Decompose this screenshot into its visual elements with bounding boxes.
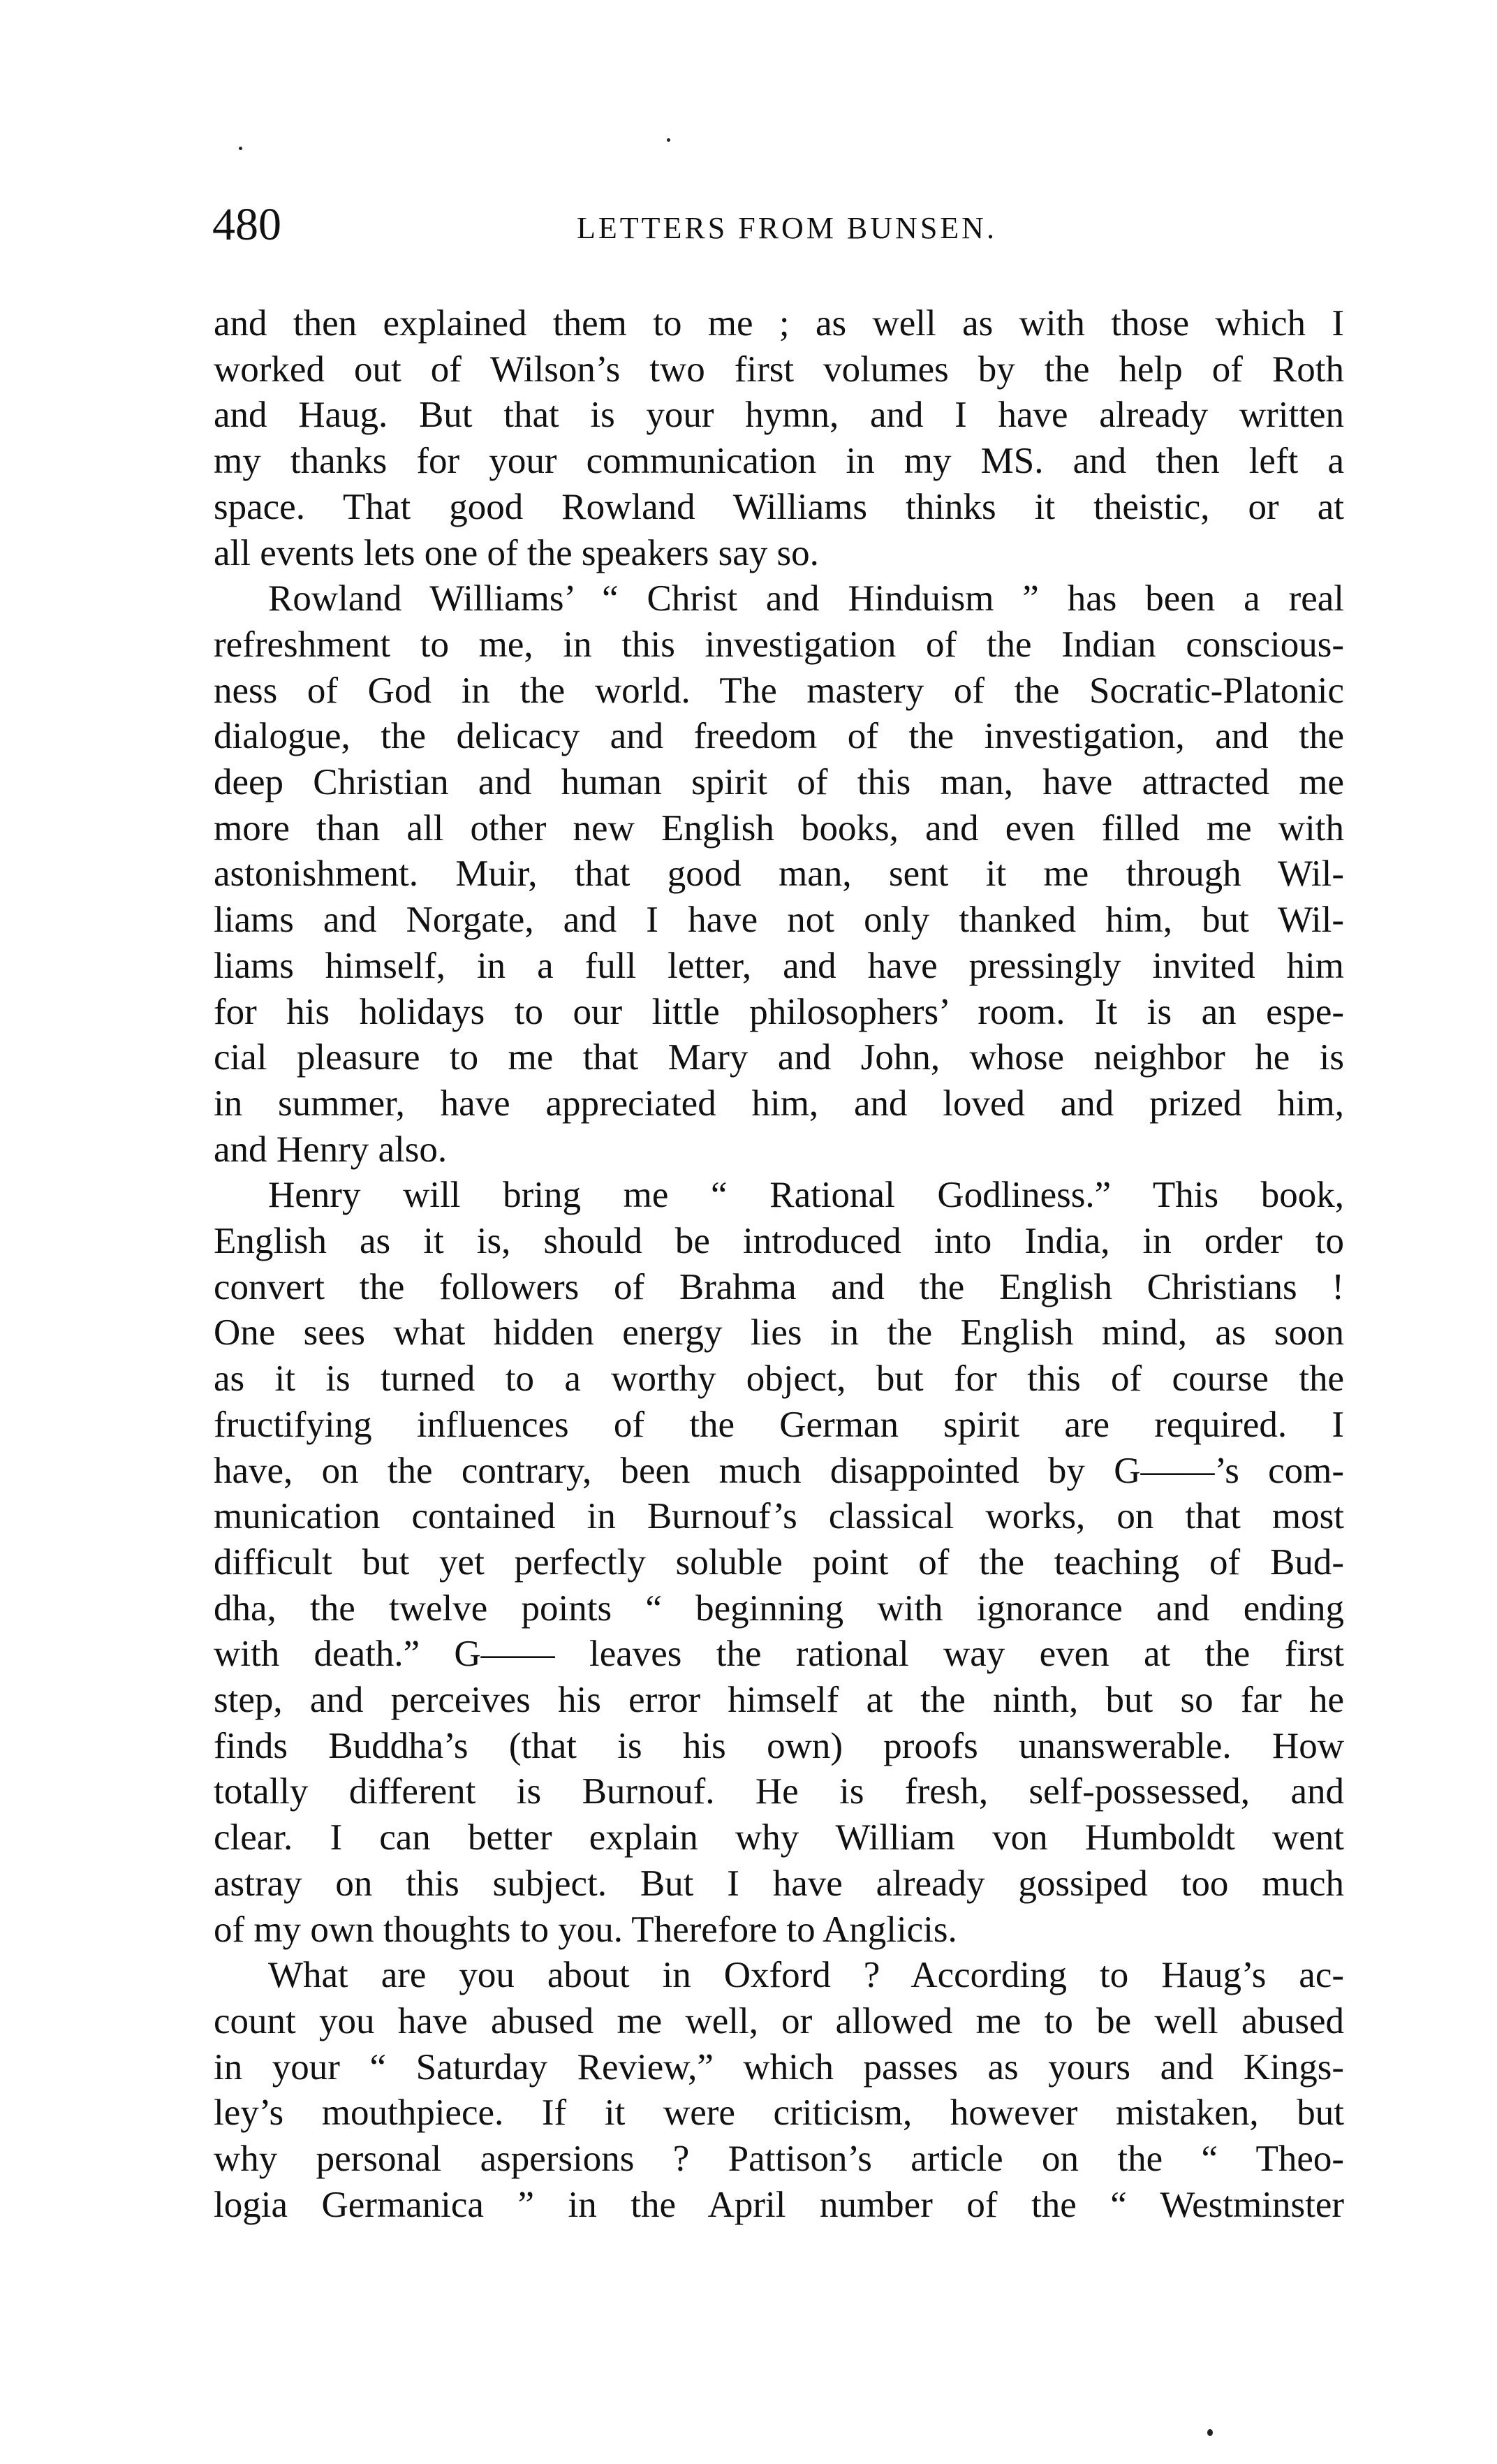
text-line: finds Buddha’s (that is his own) proofs unanswerable. How — [214, 1725, 1344, 1766]
text-line: cial pleasure to me that Mary and John, whose neighbor he is — [214, 1037, 1344, 1078]
print-speck — [667, 138, 670, 142]
text-line: English as it is, should be introduced into India, in order to — [214, 1221, 1344, 1261]
text-line: ley’s mouthpiece. If it were criticism, however mistaken, but — [214, 2092, 1344, 2134]
text-line: and Haug. But that is your hymn, and I have already written — [214, 395, 1344, 436]
text-line: my thanks for your communication in my MS. and then left a — [214, 441, 1344, 482]
text-line: logia Germanica ” in the April number of the “ Westminster — [214, 2184, 1344, 2225]
text-line: and then explained them to me ; as well as with those which I — [214, 303, 1344, 344]
text-line: why personal aspersions ? Pattison’s article on the “ Theo- — [214, 2139, 1344, 2179]
text-line: and Henry also. — [214, 1129, 448, 1170]
text-line: Henry will bring me “ Rational Godliness.” This book, — [268, 1175, 1344, 1216]
running-title: LETTERS FROM BUNSEN. — [577, 211, 997, 245]
text-line: dha, the twelve points “ beginning with ignorance and ending — [214, 1587, 1344, 1629]
print-speck — [1207, 2429, 1213, 2436]
text-line: for his holidays to our little philosophers’ room. It is an espe- — [214, 991, 1344, 1032]
text-line: step, and perceives his error himself at the ninth, but so far he — [214, 1680, 1344, 1720]
text-line: liams and Norgate, and I have not only thanked him, but Wil- — [214, 900, 1344, 941]
text-line: One sees what hidden energy lies in the English mind, as soon — [214, 1312, 1344, 1354]
text-line: in your “ Saturday Review,” which passes as yours and Kings- — [214, 2046, 1344, 2088]
text-line: all events lets one of the speakers say so. — [214, 532, 819, 573]
text-line: dialogue, the delicacy and freedom of the investigation, and the — [214, 716, 1344, 757]
text-line: totally different is Burnouf. He is fresh, self-possessed, and — [214, 1771, 1344, 1812]
text-line: of my own thoughts to you. Therefore to Anglicis. — [214, 1909, 957, 1950]
text-line: astonishment. Muir, that good man, sent it me through Wil- — [214, 853, 1344, 895]
text-line: munication contained in Burnouf’s classical works, on that most — [214, 1496, 1344, 1537]
text-line: have, on the contrary, been much disappointed by G——’s com- — [214, 1450, 1344, 1491]
text-line: as it is turned to a worthy object, but for this of course the — [214, 1358, 1344, 1400]
text-line: in summer, have appreciated him, and loved and prized him, — [214, 1083, 1344, 1124]
text-line: count you have abused me well, or allowed me to be well abused — [214, 2000, 1344, 2041]
print-speck — [239, 147, 242, 150]
text-line: with death.” G—— leaves the rational way even at the first — [214, 1634, 1344, 1675]
text-line: more than all other new English books, and even filled me with — [214, 807, 1344, 849]
text-line: fructifying influences of the German spirit are required. I — [214, 1404, 1344, 1445]
text-line: astray on this subject. But I have already gossiped too much — [214, 1863, 1344, 1904]
text-line: ness of God in the world. The mastery of the Socratic-Platonic — [214, 670, 1344, 711]
text-line: clear. I can better explain why William von Humboldt went — [214, 1817, 1344, 1858]
page-number: 480 — [212, 199, 281, 250]
text-line: What are you about in Oxford ? According to Haug’s ac- — [268, 1955, 1344, 1996]
text-line: refreshment to me, in this investigation of the Indian conscious- — [214, 624, 1344, 665]
text-line: space. That good Rowland Williams thinks it theistic, or at — [214, 486, 1344, 527]
text-line: difficult but yet perfectly soluble point of the teaching of Bud- — [214, 1541, 1344, 1583]
text-line: worked out of Wilson’s two first volumes by the help of Roth — [214, 349, 1344, 390]
text-line: Rowland Williams’ “ Christ and Hinduism ” has been a real — [268, 578, 1344, 619]
text-line: deep Christian and human spirit of this man, have attracted me — [214, 762, 1344, 802]
text-line: convert the followers of Brahma and the English Christians ! — [214, 1266, 1344, 1307]
text-line: liams himself, in a full letter, and have pressingly invited him — [214, 945, 1344, 986]
